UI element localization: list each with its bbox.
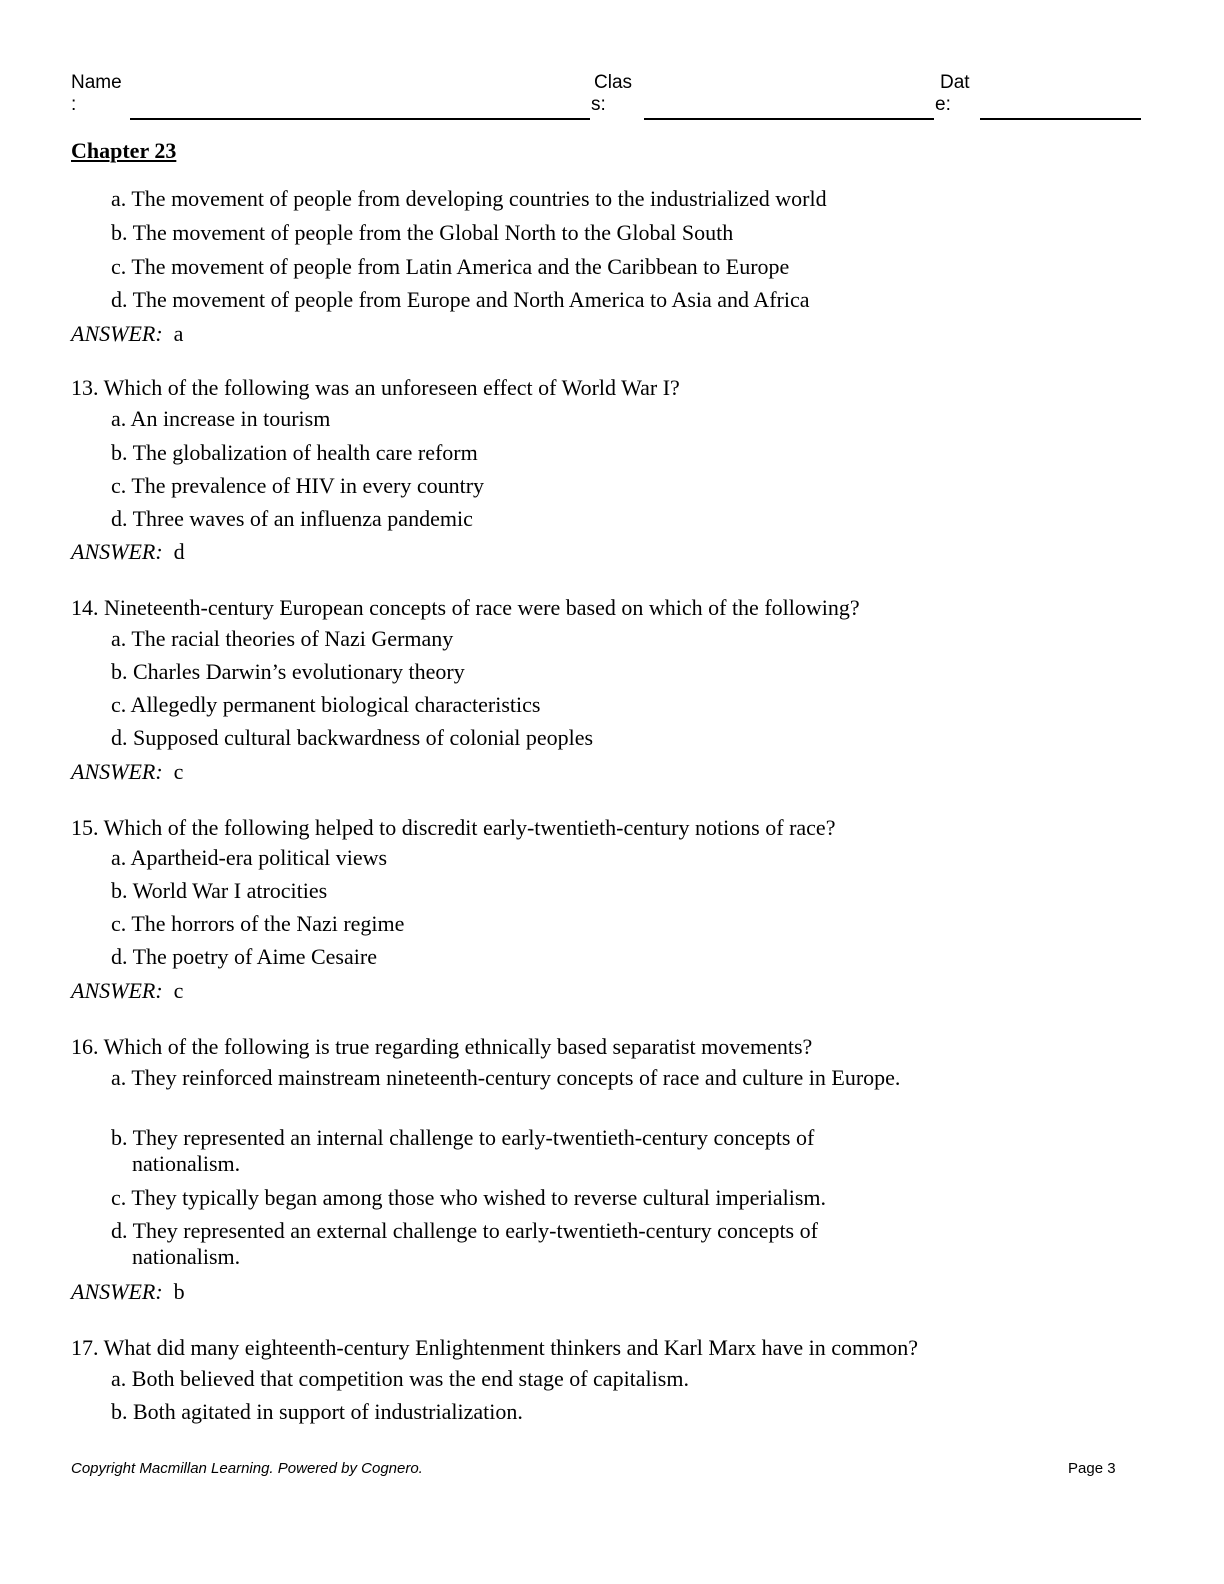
- q15-option-a: a. Apartheid-era political views: [111, 845, 388, 870]
- q16-answer-value: b: [173, 1279, 185, 1304]
- q12-option-a: a. The movement of people from developing countries to the industrialized world: [111, 186, 827, 211]
- q17-option-a: a. Both believed that competition was the end stage of capitalism.: [111, 1366, 689, 1391]
- name-label: Name :: [71, 72, 122, 115]
- footer-copyright: Copyright Macmillan Learning. Powered by Cognero.: [71, 1460, 423, 1477]
- q15-question: 15. Which of the following helped to discredit early-twentieth-century notions of race?: [71, 815, 836, 840]
- q14-option-d: d. Supposed cultural backwardness of colonial peoples: [111, 725, 594, 750]
- q13-question: 13. Which of the following was an unforeseen effect of World War I?: [71, 375, 680, 400]
- q12-answer: [71, 321, 183, 347]
- q16-option-d: d. They represented an external challenge to early-twentieth-century concepts of nationalism.: [111, 1218, 818, 1269]
- q13-answer-value: d: [173, 539, 185, 564]
- q14-option-c: c. Allegedly permanent biological characteristics: [111, 692, 541, 717]
- q16-question: 16. Which of the following is true regarding ethnically based separatist movements?: [71, 1034, 813, 1059]
- class-field-line[interactable]: [644, 118, 934, 120]
- q17-question: 17. What did many eighteenth-century Enlightenment thinkers and Karl Marx have in common?: [71, 1335, 918, 1360]
- q14-question: 14. Nineteenth-century European concepts of race were based on which of the following?: [71, 595, 860, 620]
- footer-page-number: Page 3: [1068, 1460, 1116, 1477]
- answer-label: ANSWER:: [71, 321, 163, 346]
- q14-answer-value: c: [173, 759, 184, 784]
- q13-option-c: c. The prevalence of HIV in every country: [111, 473, 485, 498]
- q16-option-b: b. They represented an internal challenge to early-twentieth-century concepts of nationalism.: [111, 1125, 815, 1176]
- q12-option-b: b. The movement of people from the Global North to the Global South: [111, 220, 734, 245]
- q12-option-c: c. The movement of people from Latin America and the Caribbean to Europe: [111, 254, 790, 279]
- class-label: Clas s:: [591, 72, 633, 115]
- answer-label: ANSWER:: [71, 759, 163, 784]
- answer-label: ANSWER:: [71, 1279, 163, 1304]
- q17-option-b: b. Both agitated in support of industrialization.: [111, 1399, 523, 1424]
- chapter-title: Chapter 23: [71, 138, 177, 163]
- q13-answer: [71, 539, 185, 565]
- q16-option-a: a. They reinforced mainstream nineteenth-century concepts of race and culture in Europe.: [111, 1065, 901, 1090]
- name-field-line[interactable]: [130, 118, 590, 120]
- q14-answer: [71, 759, 183, 785]
- q15-answer-value: c: [173, 978, 184, 1003]
- q14-option-a: a. The racial theories of Nazi Germany: [111, 626, 454, 651]
- q15-answer: [71, 978, 183, 1004]
- q16-answer: [71, 1279, 185, 1305]
- q15-option-b: b. World War I atrocities: [111, 878, 328, 903]
- answer-label: ANSWER:: [71, 978, 163, 1003]
- answer-label: ANSWER:: [71, 539, 163, 564]
- q15-option-c: c. The horrors of the Nazi regime: [111, 911, 405, 936]
- q13-option-a: a. An increase in tourism: [111, 406, 331, 431]
- q13-option-b: b. The globalization of health care reform: [111, 440, 478, 465]
- q15-option-d: d. The poetry of Aime Cesaire: [111, 944, 377, 969]
- q14-option-b: b. Charles Darwin’s evolutionary theory: [111, 659, 465, 684]
- q16-option-c: c. They typically began among those who wished to reverse cultural imperialism.: [111, 1185, 827, 1210]
- q13-option-d: d. Three waves of an influenza pandemic: [111, 506, 473, 531]
- date-field-line[interactable]: [980, 118, 1141, 120]
- q12-answer-value: a: [173, 321, 184, 346]
- date-label: Dat e:: [935, 72, 970, 115]
- q12-option-d: d. The movement of people from Europe and North America to Asia and Africa: [111, 287, 810, 312]
